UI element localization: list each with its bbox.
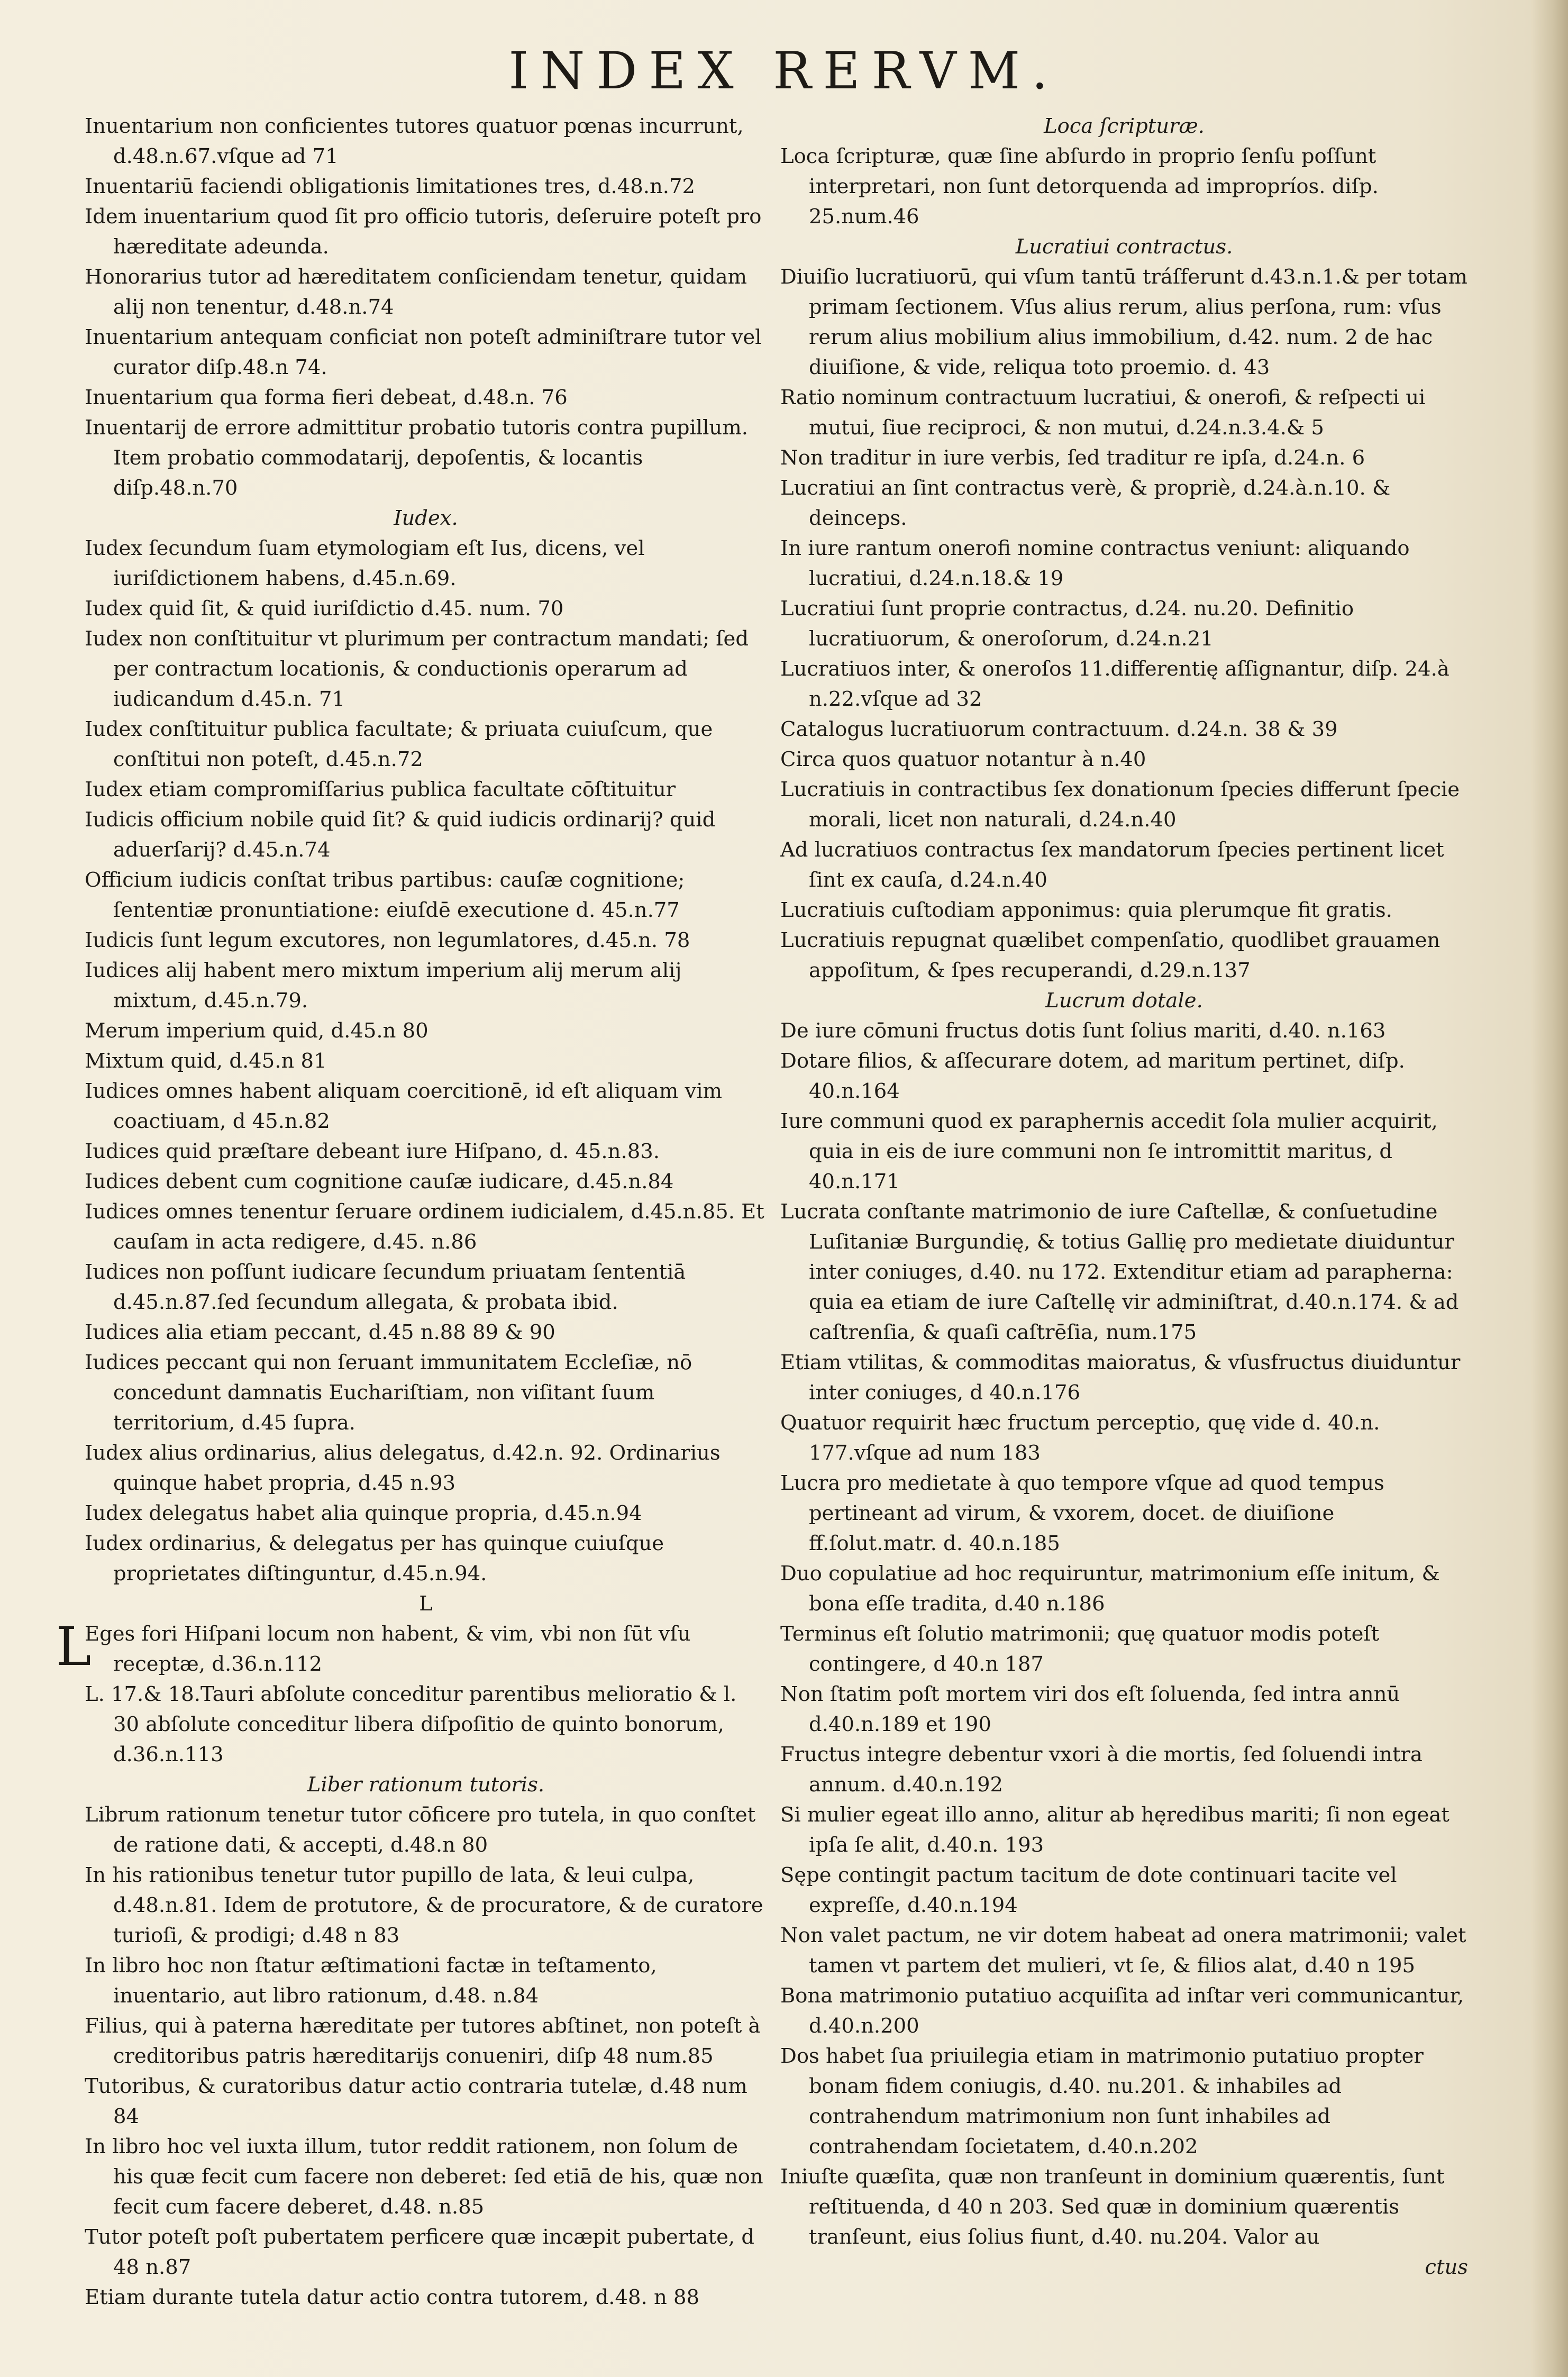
catchword: ctus [1425, 2255, 1468, 2279]
index-entry: In libro hoc vel iuxta illum, tutor reddit rationem, non ſolum de his quæ fecit cum facere non deberet: ſed etiā de his, quæ non fecit cum facere deberet, d.48. n.85 [85, 2135, 763, 2219]
page-edge [1531, 0, 1568, 2377]
index-entry: Tutoribus, & curatoribus datur actio contraria tutelæ, d.48 num 84 [85, 2074, 747, 2128]
index-entry: Inuentarium antequam conficiat non poteſt adminiſtrare tutor vel curator diſp.48.n 74. [85, 325, 762, 379]
index-entry: Iudex quid ſit, & quid iuriſdictio d.45. num. 70 [85, 597, 564, 621]
index-entry: Etiam durante tutela datur actio contra tutorem, d.48. n 88 [85, 2285, 699, 2309]
left-column [56, 111, 767, 2312]
index-entry: Iudex non conſtituitur vt plurimum per contractum mandati; ſed per contractum locationis, & conductionis operarum ad iudicandum d.45.n. 71 [85, 627, 749, 711]
index-entry: In iure rantum onerofi nomine contractus veniunt: aliquando lucratiui, d.24.n.18.& 19 [780, 536, 1410, 590]
index-entry: Lucratiui an ſint contractus verè, & propriè, d.24.à.n.10. & deinceps. [780, 476, 1391, 530]
page-header: INDEX RERVM. [508, 41, 1060, 101]
index-entry: Librum rationum tenetur tutor cōficere pro tutela, in quo conſtet de ratione dati, & accepti, d.48.n 80 [85, 1803, 756, 1857]
index-entry: Iudex alius ordinarius, alius delegatus, d.42.n. 92. Ordinarius quinque habet propria, d.45 n.93 [85, 1441, 721, 1495]
index-entry: Iudex delegatus habet alia quinque propria, d.45.n.94 [85, 1501, 642, 1525]
index-entry: Bona matrimonio putatiuo acquiſita ad inſtar veri communicantur, d.40.n.200 [780, 1984, 1464, 2038]
index-entry: Iudices omnes tenentur ſeruare ordinem iudicialem, d.45.n.85. Et cauſam in acta redigere, d.45. n.86 [85, 1200, 764, 1254]
index-entry: Iudex conſtituitur publica facultate; & priuata cuiuſcum, que conſtitui non poteſt, d.45.n.72 [85, 717, 713, 771]
index-entry: In libro hoc non ſtatur æſtimationi factæ in teſtamento, inuentario, aut libro rationum, d.48. n.84 [85, 1954, 657, 2008]
index-entry: Iudicis officium nobile quid ſit? & quid iudicis ordinarij? quid aduerſarij? d.45.n.74 [85, 808, 716, 862]
index-entry: Dos habet ſua priuilegia etiam in matrimonio putatiuo propter bonam fidem coniugis, d.40. nu.201. & inhabiles ad contrahendum matrimonium non ſunt inhabiles ad contrahendam ſocietatem, d.40.n.202 [780, 2044, 1424, 2159]
index-entry: Lucra pro medietate à quo tempore vſque ad quod tempus pertineant ad virum, & vxorem, docet. de diuiſione ff.ſolut.matr. d. 40.n.185 [780, 1471, 1384, 1555]
index-entry: Inuentarium non conficientes tutores quatuor pœnas incurrunt, d.48.n.67.vſque ad 71 [85, 114, 744, 168]
index-entry: Filius, qui à paterna hæreditate per tutores abſtinet, non poteſt à creditoribus patris hæreditarijs conueniri, diſp 48 num.85 [85, 2014, 761, 2068]
index-entry: Dotare filios, & aſſecurare dotem, ad maritum pertinet, diſp. 40.n.164 [780, 1049, 1405, 1103]
index-entry: Lucratiuos inter, & oneroſos 11.differentię aſſignantur, diſp. 24.à n.22.vſque ad 32 [780, 657, 1450, 711]
index-entry: Duo copulatiue ad hoc requiruntur, matrimonium eſſe initum, & bona eſſe tradita, d.40 n.186 [780, 1562, 1440, 1616]
index-entry: Sępe contingit pactum tacitum de dote continuari tacite vel expreſſe, d.40.n.194 [780, 1863, 1397, 1917]
index-entry: Lucratiuis in contractibus ſex donationum ſpecies differunt ſpecie morali, licet non naturali, d.24.n.40 [780, 778, 1460, 832]
section-heading: Lucrum dotale. [1045, 989, 1203, 1013]
drop-initial: L [56, 1616, 92, 1678]
index-entry: Si mulier egeat illo anno, alitur ab hęredibus mariti; ſi non egeat ipſa ſe alit, d.40.n. 193 [780, 1803, 1450, 1857]
index-entry: Ad lucratiuos contractus ſex mandatorum ſpecies pertinent licet ſint ex cauſa, d.24.n.40 [780, 838, 1444, 892]
index-entry: Quatuor requirit hæc fructum perceptio, quę vide d. 40.n. 177.vſque ad num 183 [780, 1411, 1380, 1465]
index-entry: Circa quos quatuor notantur à n.40 [780, 748, 1146, 771]
index-entry: Inuentariū faciendi obligationis limitationes tres, d.48.n.72 [85, 175, 695, 198]
index-entry: Iudices non poſſunt iudicare ſecundum priuatam ſententiā d.45.n.87.ſed ſecundum allegata, & probata ibid. [85, 1260, 686, 1314]
index-entry: Iudices omnes habent aliquam coercitionē, id eſt aliquam vim coactiuam, d 45.n.82 [85, 1079, 723, 1133]
index-entry: Iudices alia etiam peccant, d.45 n.88 89 & 90 [85, 1320, 555, 1344]
index-entry: Iudex ſecundum ſuam etymologiam eſt Ius, dicens, vel iuriſdictionem habens, d.45.n.69. [85, 536, 645, 590]
index-entry: Lucratiuis repugnat quælibet compenſatio, quodlibet grauamen appoſitum, & ſpes recuperandi, d.29.n.137 [780, 928, 1441, 982]
index-entry: Loca ſcripturæ, quæ ſine abſurdo in proprio ſenſu poſſunt interpretari, non ſunt detorquenda ad impropríos. diſp. 25.num.46 [780, 144, 1379, 229]
section-heading: Iudex. [394, 506, 458, 530]
index-entry: Iudex ordinarius, & delegatus per has quinque cuiuſque proprietates diſtinguntur, d.45.n.94. [85, 1532, 664, 1586]
index-entry: In his rationibus tenetur tutor pupillo de lata, & leui culpa, d.48.n.81. Idem de protutore, & de procuratore, & de curatore turioſi, & prodigi; d.48 n 83 [85, 1863, 763, 1947]
index-entry: Iudices quid præſtare debeant iure Hiſpano, d. 45.n.83. [85, 1140, 660, 1163]
index-entry: Iudex etiam compromiſſarius publica facultate cōſtituitur [85, 778, 676, 802]
index-entry: Iniuſte quæſita, quæ non tranſeunt in dominium quærentis, ſunt reſtituenda, d 40 n 203. Sed quæ in dominium quærentis tranſeunt, eius ſolius fiunt, d.40. nu.204. Valor au [780, 2165, 1445, 2249]
index-entry: Etiam vtilitas, & commoditas maioratus, & vſusfructus diuiduntur inter coniuges, d 40.n.176 [780, 1351, 1461, 1405]
index-entry: Iudices debent cum cognitione cauſæ iudicare, d.45.n.84 [85, 1170, 674, 1194]
section-heading: Liber rationum tutoris. [307, 1773, 545, 1797]
index-entry: Officium iudicis conſtat tribus partibus: cauſæ cognitione; ſententiæ pronuntiatione: eiuſdē executione d. 45.n.77 [85, 868, 685, 922]
index-entry: Iudicis ſunt legum excutores, non legumlatores, d.45.n. 78 [85, 928, 690, 952]
index-entry: Catalogus lucratiuorum contractuum. d.24.n. 38 & 39 [780, 717, 1338, 741]
index-entry: Terminus eſt ſolutio matrimonii; quę quatuor modis poteſt contingere, d 40.n 187 [780, 1622, 1380, 1676]
index-entry: Merum imperium quid, d.45.n 80 [85, 1019, 429, 1043]
index-entry: Lucratiui ſunt proprie contractus, d.24. nu.20. Definitio lucratiuorum, & oneroſorum, d.24.n.21 [780, 597, 1354, 651]
index-entry: Iudices peccant qui non ſeruant immunitatem Eccleſiæ, nō concedunt damnatis Euchariſtiam, non viſitant ſuum territorium, d.45 ſupra. [85, 1351, 692, 1435]
index-entry: De iure cōmuni fructus dotis ſunt ſolius mariti, d.40. n.163 [780, 1019, 1386, 1043]
index-entry: Fructus integre debentur vxori à die mortis, ſed ſoluendi intra annum. d.40.n.192 [780, 1743, 1423, 1797]
index-entry: L. 17.& 18.Tauri abſolute conceditur parentibus melioratio & l. 30 abſolute conceditur libera diſpoſitio de quinto bonorum, d.36.n.113 [85, 1682, 737, 1766]
index-entry: Lucrata conſtante matrimonio de iure Caſtellæ, & conſuetudine Luſitaniæ Burgundię, & totius Gallię pro medietate diuiduntur inter coniuges, d.40. nu 172. Extenditur etiam ad parapherna: quia ea etiam de iure Caſtellę vir adminiſtrat, d.40.n.174. & ad caſtrenſia, & quaſi caſtrēſia, num.175 [780, 1200, 1459, 1344]
index-entry: Ratio nominum contractuum lucratiui, & onerofi, & reſpecti ui mutui, ſiue reciproci, & non mutui, d.24.n.3.4.& 5 [780, 386, 1426, 440]
index-entry: Non valet pactum, ne vir dotem habeat ad onera matrimonii; valet tamen vt partem det mulieri, vt ſe, & filios alat, d.40 n 195 [780, 1924, 1466, 1978]
index-entry: Idem inuentarium quod ſit pro officio tutoris, deſeruire poteſt pro hæreditate adeunda. [85, 205, 762, 259]
index-entry: Inuentarij de errore admittitur probatio tutoris contra pupillum. Item probatio commodatarij, depoſentis, & locantis diſp.48.n.70 [85, 416, 748, 500]
index-entry: Mixtum quid, d.45.n 81 [85, 1049, 327, 1073]
index-entry [56, 1616, 767, 1679]
index-entry: Inuentarium qua forma fieri debeat, d.48.n. 76 [85, 386, 568, 409]
entry-text: Eges fori Hiſpani locum non habent, & vim, vbi non ſūt vſu receptæ, d.36.n.112 [85, 1622, 691, 1676]
index-entry: Non ſtatim poſt mortem viri dos eſt ſoluenda, ſed intra annū d.40.n.189 et 190 [780, 1682, 1400, 1736]
letter-heading: L [419, 1592, 433, 1616]
index-entry: Iure communi quod ex paraphernis accedit ſola mulier acquirit, quia in eis de iure communi non ſe intromittit maritus, d 40.n.171 [780, 1109, 1438, 1194]
section-heading: Lucratiui contractus. [1015, 235, 1233, 259]
index-entry: Diuiſio lucratiuorū, qui vſum tantū tráſferunt d.43.n.1.& per totam primam ſectionem. Vſus alius rerum, alius perſona, rum: vſus rerum alius mobilium alius immobilium, d.42. num. 2 de hac diuiſione, & vide, reliqua toto proemio. d. 43 [780, 265, 1467, 379]
section-heading: Loca ſcripturæ. [1044, 114, 1205, 138]
index-entry: Lucratiuis cuſtodiam apponimus: quia plerumque fit gratis. [780, 898, 1392, 922]
index-entry: Tutor poteſt poſt pubertatem perficere quæ incæpit pubertate, d 48 n.87 [85, 2225, 755, 2279]
index-entry: Non traditur in iure verbis, ſed traditur re ipſa, d.24.n. 6 [780, 446, 1365, 470]
right-column [780, 111, 1468, 2282]
index-entry: Iudices alij habent mero mixtum imperium alij merum alij mixtum, d.45.n.79. [85, 959, 682, 1013]
index-entry: Honorarius tutor ad hæreditatem conſiciendam tenetur, quidam alij non tenentur, d.48.n.74 [85, 265, 747, 319]
